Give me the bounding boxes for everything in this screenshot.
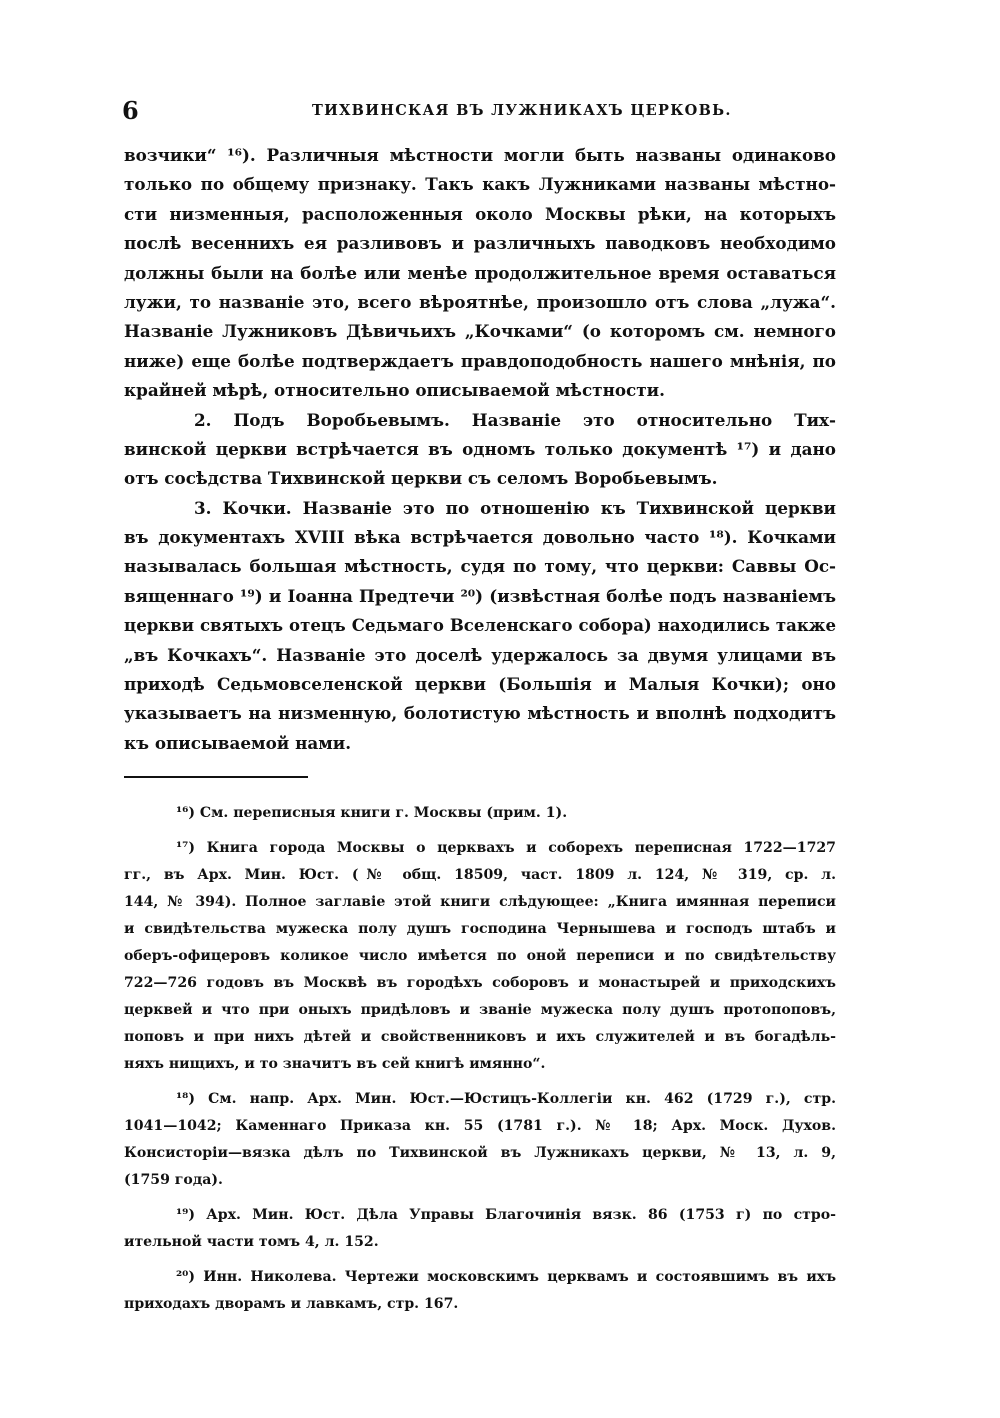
page-number: 6	[122, 96, 139, 125]
footnote-line: приходахъ дворамъ и лавкамъ, стр. 167.	[124, 1296, 459, 1312]
body-line: называлась большая мѣстность, судя по тому, что церкви: Саввы Ос-	[124, 556, 836, 577]
body-line: послѣ весеннихъ ея разливовъ и различныхъ паводковъ необходимо	[124, 233, 836, 254]
body-line-section-2: 2. Подъ Воробьевымъ. Названіе это относительно Тих-	[194, 409, 836, 430]
body-line: отъ сосѣдства Тихвинской церкви съ селомъ Воробьевымъ.	[124, 468, 718, 489]
body-line: къ описываемой нами.	[124, 732, 352, 753]
running-title: ТИХВИНСКАЯ ВЪ ЛУЖНИКАХЪ ЦЕРКОВЬ.	[312, 102, 732, 119]
body-line: крайней мѣрѣ, относительно описываемой мѣстности.	[124, 380, 665, 401]
footnote-16: ¹⁶) См. переписныя книги г. Москвы (прим. 1).	[176, 805, 568, 821]
footnote-line: 722—726 годовъ въ Москвѣ въ городѣхъ соборовъ и монастырей и приходскихъ	[124, 975, 836, 991]
footnotes	[124, 800, 836, 1318]
footnote-line: Консисторіи—вязка дѣлъ по Тихвинской въ Лужникахъ церкви, № 13, л. 9,	[124, 1145, 836, 1161]
footnote-19: ¹⁹) Арх. Мин. Юст. Дѣла Управы Благочинія вязк. 86 (1753 г) по стро-	[176, 1207, 836, 1223]
body-line: церкви святыхъ отецъ Седьмаго Вселенскаго собора) находились также	[124, 615, 836, 636]
footnote-line: и свидѣтельства мужеска полу душъ господина Чернышева и господъ штабъ и	[124, 921, 836, 937]
body-line: возчики“ ¹⁶). Различныя мѣстности могли быть названы одинаково	[124, 145, 836, 165]
body-line: вященнаго ¹⁹) и Іоанна Предтечи ²⁰) (извѣстная болѣе подъ названіемъ	[124, 585, 836, 606]
body-line: сти низменныя, расположенныя около Москвы рѣки, на которыхъ	[124, 203, 836, 224]
footnote-18: ¹⁸) См. напр. Арх. Мин. Юст.—Юстицъ-Коллегіи кн. 462 (1729 г.), стр.	[176, 1091, 836, 1107]
body-line: Названіе Лужниковъ Дѣвичьихъ „Кочками“ (о которомъ см. немного	[124, 321, 836, 342]
body-line: должны были на болѣе или менѣе продолжительное время оставаться	[124, 262, 836, 283]
body-line: указываетъ на низменную, болотистую мѣстность и вполнѣ подходитъ	[124, 703, 836, 724]
footnote-17: ¹⁷) Книга города Москвы о церквахъ и соборехъ переписная 1722—1727	[176, 840, 836, 856]
footnote-line: церквей и что при оныхъ придѣловъ и званіе мужеска полу душъ протопоповъ,	[124, 1002, 836, 1018]
main-text	[124, 141, 836, 758]
body-line: приходѣ Седьмовселенской церкви (Большія и Малыя Кочки); оно	[124, 674, 836, 695]
footnote-line: 144, № 394). Полное заглавіе этой книги слѣдующее: „Книга имянная переписи	[124, 894, 836, 910]
body-line: „въ Кочкахъ“. Названіе это доселѣ удержалось за двумя улицами въ	[124, 644, 836, 665]
footnote-line: гг., въ Арх. Мин. Юст. (№ общ. 18509, част. 1809 л. 124, № 319, ср. л.	[124, 867, 836, 883]
body-line: лужи, то названіе это, всего вѣроятнѣе, произошло отъ слова „лужа“.	[124, 291, 836, 312]
footnote-line: поповъ и при нихъ дѣтей и свойственниковъ и ихъ служителей и въ богадѣль-	[124, 1029, 836, 1045]
footnote-line: (1759 года).	[124, 1172, 223, 1188]
footnote-separator	[124, 776, 308, 778]
footnote-line: ительной части томъ 4, л. 152.	[124, 1234, 379, 1250]
footnote-20: ²⁰) Инн. Николева. Чертежи московскимъ церквамъ и состоявшимъ въ ихъ	[176, 1269, 836, 1285]
body-line: ниже) еще болѣе подтверждаетъ правдоподобность нашего мнѣнія, по	[124, 350, 836, 371]
body-line-section-3: 3. Кочки. Названіе это по отношенію къ Тихвинской церкви	[194, 497, 836, 518]
body-line: винской церкви встрѣчается въ одномъ только документѣ ¹⁷) и дано	[124, 438, 836, 459]
body-line: только по общему признаку. Такъ какъ Лужниками названы мѣстно-	[124, 174, 836, 195]
footnote-line: няхъ нищихъ, и то значитъ въ сей книгѣ имянно“.	[124, 1056, 546, 1072]
page-header	[122, 96, 834, 126]
footnote-line: 1041—1042; Каменнаго Приказа кн. 55 (1781 г.). № 18; Арх. Моск. Духов.	[124, 1118, 836, 1134]
footnote-line: оберъ-офицеровъ коликое число имѣется по оной переписи и по свидѣтельству	[124, 948, 836, 964]
body-line: въ документахъ XVIII вѣка встрѣчается довольно часто ¹⁸). Кочками	[124, 527, 836, 548]
